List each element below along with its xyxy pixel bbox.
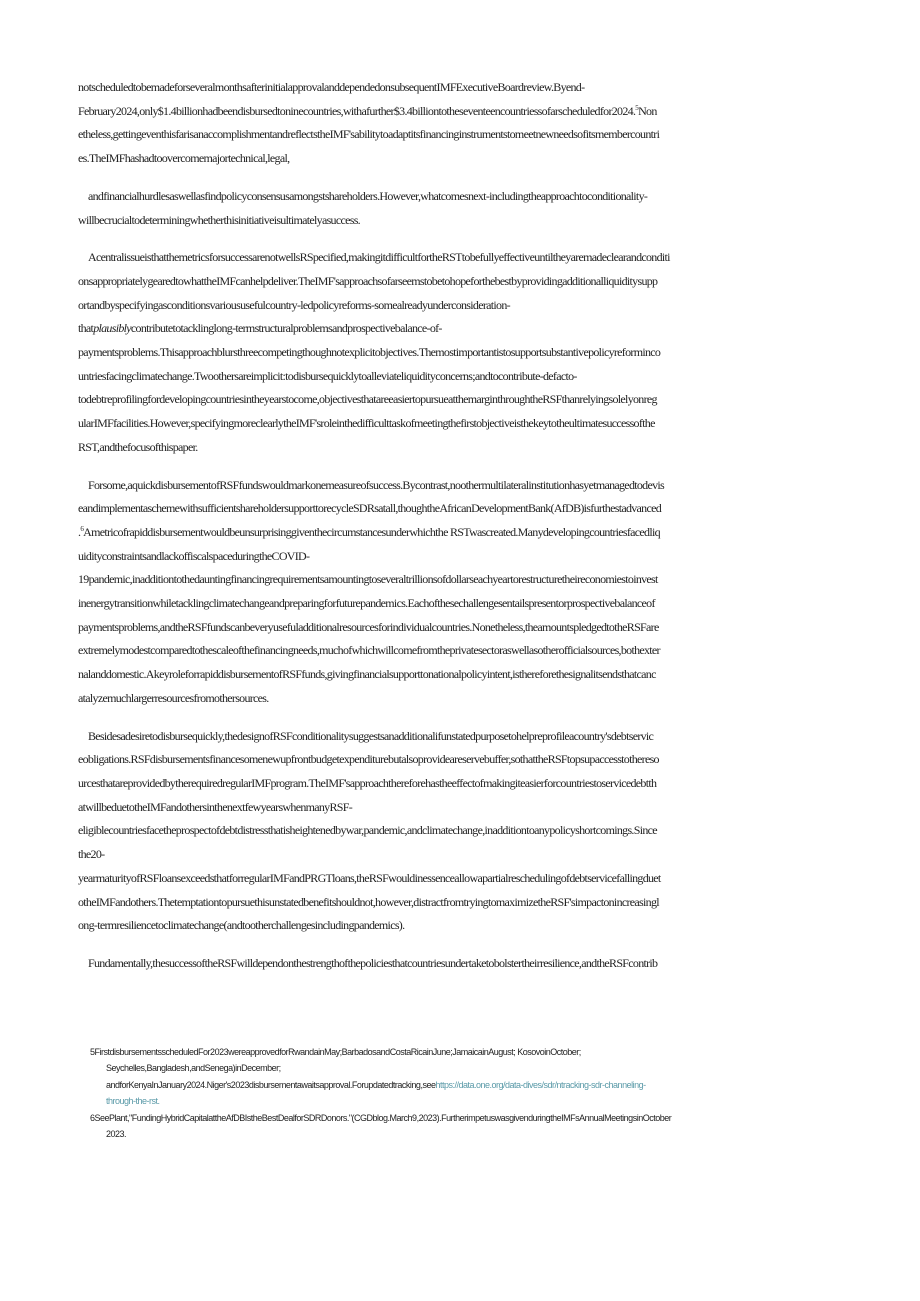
text-line: uidityconstraintsandlackoffiscalspaceduringtheCOVID- — [78, 548, 310, 563]
footnote-line: 6SeePlant,"FundingHybridCapitalattheAfDBIstheBestDealforSDRDonors."(CGDblog.March9,2023).FurtherimpetuswasgivenduringtheIMFsAnnualMeetingsinOctober — [90, 1112, 672, 1123]
text-line: ortandbyspecifyingasconditionsvarioususefulcountry-ledpolicyreforms-somealreadyunderconsideration- — [78, 297, 510, 312]
paragraph — [78, 952, 818, 976]
text-line: paymentsproblems.Thisapproachblursthreecompetingthoughnotexplicitobjectives.Themostimportantistosupportsubstantivepolicyreforminco — [78, 345, 661, 360]
footnote-line: Seychelles,Bangladesh,andSenega)inDecember; — [106, 1063, 281, 1074]
paragraph — [78, 76, 818, 171]
footnotes — [90, 1044, 820, 1142]
footnote-5 — [90, 1044, 820, 1110]
text-line: Fundamentally,thesuccessoftheRSFwilldependonthestrengthofthepoliciesthatcountriesundertaketobolstertheirresilience,andtheRSFcontrib — [88, 955, 658, 970]
text-line: 19pandemic,inadditiontothedauntingfinancingrequirementsamountingtoseveraltrillionsofdollarseachyeartorestructuretheireconomiestoinvest — [78, 572, 658, 587]
text-line: ularIMFfacilities.However,specifyingmoreclearlytheIMF'sroleinthedifficulttaskofmeetingthefirstobjectiveisthekeytotheultimatesuccessofthe — [78, 416, 655, 431]
footnote-line: 5FirstdisbursementsscheduledFor2023wereapprovedforRwandainMay;BarbadosandCostaRicainJune;JamaicainAugust; KosovoinOctober; — [90, 1047, 581, 1057]
text-line: etheless,gettingeventhisfarisanaccomplishmentandreflectstheIMF'sabilitytoadaptitsfinancinginstrumentstomeetnewneedsofitsmembercountri — [78, 127, 660, 142]
paragraph — [78, 246, 818, 459]
footnote-6 — [90, 1110, 820, 1143]
text-line: yearmaturityofRSFloansexceedsthatforregularIMFandPRGTloans,theRSFwouldinessenceallowapartialreschedulingofdebtservicefallingduet — [78, 870, 661, 885]
emphasis: plausibly — [93, 321, 131, 336]
text-line: AcentralissueisthatthemetricsforsuccessarenotwellsRSpecified,makingitdifficultfortheRSTtobefullyeffectiveuntiltheyaremadeclearandconditi — [88, 250, 670, 265]
footnote-ref-5[interactable]: 5 — [635, 103, 639, 112]
text-line: willbecrucialtodeterminingwhetherthisinitiativeisultimatelyasuccess. — [78, 212, 360, 227]
text-line: ong-termresiliencetoclimatechange(andtootherchallengesincludingpandemics). — [78, 918, 405, 933]
text-line: RST,andthefocusofthispaper. — [78, 439, 198, 454]
paragraph — [78, 474, 818, 711]
text-line: onsappropriatelygearedtowhattheIMFcanhelpdeliver.TheIMF'sapproachsofarseemstobetohopeforthebestbyprovidingadditionalliquiditysupp — [78, 273, 658, 288]
text-line: thatplausiblycontributetotacklinglong-termstructuralproblemsandprospectivebalance-of- — [78, 321, 442, 336]
footnote-line: andforKenyaInJanuary2024.Niger's2023disbursementawaitsapproval.Forupdatedtracking,seehttps://data.one.org/data-dives/sdr/ntracking-sdr-channeling- — [106, 1079, 646, 1090]
footnote-line: 2023. — [106, 1129, 127, 1140]
text-line: Besidesadesiretodisbursequickly,thedesignofRSFconditionalitysuggestsanadditionalifunstatedpurposetohelpreprofileacountry'sdebtservic — [88, 728, 654, 743]
text-line: paymentsproblems,andtheRSFfundscanbeveryusefuladditionalresourcesforindividualcountries.Nonetheless,theamountspledgedtotheRSFare — [78, 619, 659, 634]
footnote-ref-6[interactable]: 6 — [80, 524, 84, 533]
paragraph — [78, 185, 818, 232]
text-line: atwillbeduetotheIMFandothersinthenextfewyearswhenmanyRSF- — [78, 799, 353, 814]
text-line: Forsome,aquickdisbursementofRSFfundswouldmarkonemeasureofsuccess.Bycontrast,noothermultilateralinstitutionhasyetmanagedtodevis — [88, 477, 665, 492]
text-line: inenergytransitionwhiletacklingclimatechangeandpreparingforfuturepandemics.Eachofthesechallengesentailspresentorprospectivebalanceof — [78, 596, 655, 611]
text-line: todebtreprofilingfordevelopingcountriesintheyearstocome,objectivesthatareeasiertopursueatthemarginthroughtheRSFthanrelyingsolelyonreg — [78, 392, 657, 407]
text-line: urcesthatareprovidedbytherequiredregularIMFprogram.TheIMF'sapproachthereforehastheeffectofmakingiteasierforcountriestoservicedebtth — [78, 775, 657, 790]
body-text — [78, 76, 818, 976]
text-line: nalanddomestic.AkeyroleforrapiddisbursementofRSFfunds,givingfinancialsupporttonationalpolicyintent,isthereforethesignalitsendsthatcanc — [78, 667, 656, 682]
text-line: .$^6$Ametricofrapiddisbursementwouldbeunsurprisinggiventhecircumstancesunderwhichthe RSTwascreated.Manydevelopingcountriesfacedliq — [78, 524, 660, 539]
text-line: the20- — [78, 847, 105, 862]
text-line: eandimplementaschemewithsufficientshareholdersupporttorecycleSDRsatall,thoughtheAfricanDevelopmentBank(AfDB)isfurthestadvanced — [78, 501, 662, 516]
text-line: February2024,only$1.4billionhadbeendisbursedtoninecountries,withafurther$3.4billiontotheseventeencountriessofarscheduledfor2024.$^5$Non — [78, 103, 657, 118]
text-line: eobligations.RSFdisbursementsfinancesomenewupfrontbudgetexpenditurebutalsoprovideareservebuffer,sothattheRSFtopsupaccesstothereso — [78, 752, 659, 767]
text-line: es.TheIMFhashadtoovercomemajortechnical,legal, — [78, 151, 290, 166]
tracking-link[interactable]: https://data.one.org/data-dives/sdr/ntracking-sdr-channeling- — [435, 1079, 646, 1090]
text-line: extremelymodestcomparedtothescaleofthefinancingneeds,muchofwhichwillcomefromtheprivatesectoraswellasotherofficialsources,bothexter — [78, 643, 660, 658]
tracking-link-continued[interactable]: through-the-rst. — [106, 1096, 160, 1107]
paragraph — [78, 725, 818, 938]
text-line: notscheduledtobemadeforseveralmonthsafterinitialapprovalanddependedonsubsequentIMFExecutiveBoardreview.Byend- — [78, 80, 585, 94]
text-line: untriesfacingclimatechange.Twoothersareimplicit:todisbursequicklytoalleviateliquidityconcerns;andtocontribute-defacto- — [78, 368, 577, 383]
text-line: otheIMFandothers.Thetemptationtopursuethisunstatedbenefitshouldnot,however,distractfromtryingtomaximizetheRSF'simpactonincreasingl — [78, 894, 659, 909]
text-line: atalyzemuchlargerresourcesfromothersources. — [78, 690, 269, 705]
text-line: eligiblecountriesfacetheprospectofdebtdistressthatisheightenedbywar,pandemic,andclimatechange,inadditiontoanypolicyshortcomings.Since — [78, 823, 657, 838]
text-line: andfinancialhurdlesaswellasfindpolicyconsensusamongstshareholders.However,whatcomesnext-includingtheapproachtoconditionality- — [88, 188, 648, 203]
